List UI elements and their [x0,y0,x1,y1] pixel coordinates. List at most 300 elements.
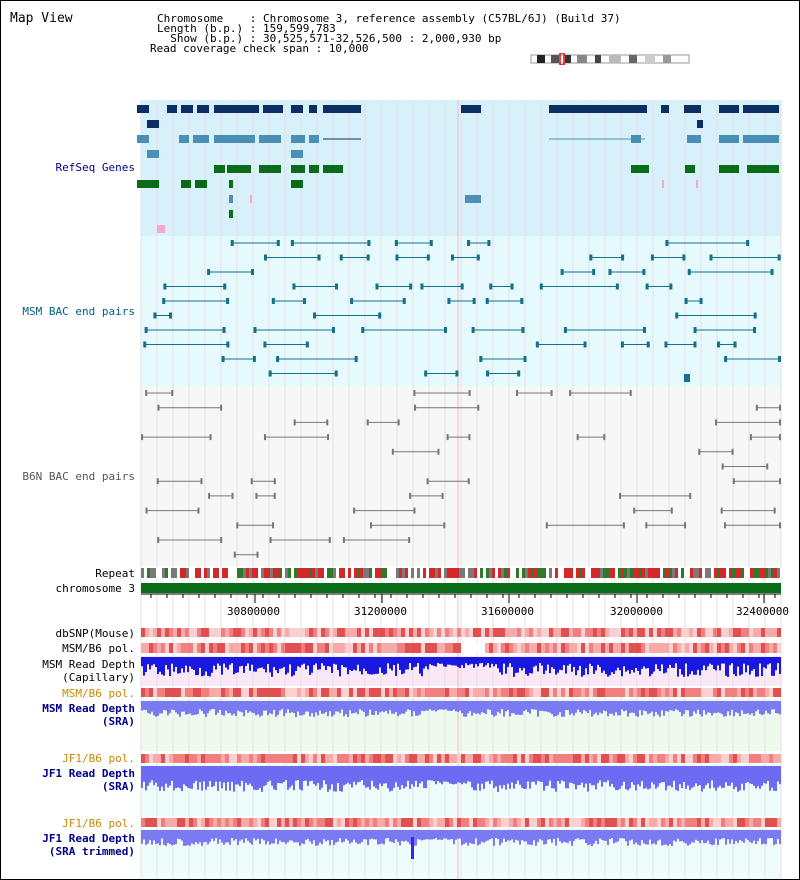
read-depth-bar [745,780,747,783]
read-depth-bar [595,663,597,670]
polymorphism-segment [453,643,457,653]
read-depth-bar [637,780,639,784]
read-depth-bar [613,663,615,674]
polymorphism-segment [253,818,257,827]
read-depth-bar [177,709,179,714]
read-depth-bar [471,709,473,716]
read-depth-bar [755,780,757,788]
read-depth-bar [651,780,653,782]
read-depth-bar [457,709,459,712]
read-depth-bar [641,663,643,669]
read-depth-bar [601,709,603,714]
polymorphism-segment [317,818,321,827]
bac-end-marker [682,255,685,261]
polymorphism-segment [329,754,333,763]
polymorphism-segment [417,688,421,697]
read-depth-bar [405,709,407,712]
read-depth-bar [383,838,385,844]
repeat-segment [720,568,723,578]
read-depth-bar [497,780,499,792]
bac-end-marker [477,255,480,261]
bac-end-marker [621,255,624,261]
read-depth-bar [671,838,673,846]
read-depth-bar [635,838,637,843]
bac-end-marker [486,298,489,304]
polymorphism-segment [465,818,469,827]
polymorphism-segment [705,643,709,653]
read-depth-bar [463,838,465,844]
read-depth-bar [289,709,291,713]
read-depth-bar [603,838,605,841]
polymorphism-segment [249,628,253,637]
repeat-segment [765,568,768,578]
polymorphism-segment [257,643,261,653]
bac-end-marker [143,342,146,348]
read-depth-bar [447,780,449,782]
bac-end-marker [756,405,758,411]
read-depth-bar [237,780,239,785]
read-depth-bar [537,709,539,717]
polymorphism-segment [401,628,405,637]
read-depth-bar [403,663,405,673]
bac-end-marker [689,493,691,499]
bac-end-marker [395,240,398,246]
read-depth-bar [645,780,647,788]
polymorphism-segment [569,818,573,827]
read-depth-bar [297,838,299,842]
read-depth-bar [341,780,343,792]
polymorphism-segment [381,643,385,653]
read-depth-bar [625,709,627,710]
read-depth-bar [261,780,263,792]
repeat-segment [519,568,522,578]
read-depth-bar [495,709,497,715]
read-depth-bar [703,780,705,789]
polymorphism-segment [321,643,325,653]
read-depth-bar [487,780,489,781]
read-depth-bar [291,663,293,676]
polymorphism-segment [413,643,417,653]
read-depth-bar [191,838,193,843]
read-depth-bar [755,838,757,844]
read-depth-bar [283,780,285,782]
read-depth-bar [209,780,211,781]
read-depth-bar [617,838,619,842]
read-depth-bar [305,663,307,669]
polymorphism-segment [741,688,745,697]
polymorphism-segment [333,754,337,763]
polymorphism-segment [769,688,773,697]
read-depth-bar [205,838,207,842]
polymorphism-segment [345,628,349,637]
read-depth-bar [409,838,411,844]
read-depth-bar [211,838,213,839]
read-depth-bar [313,838,315,840]
polymorphism-segment [377,628,381,637]
read-depth-bar [631,838,633,840]
read-depth-bar [649,780,651,789]
repeat-segment [222,568,225,578]
polymorphism-segment [629,818,633,827]
read-depth-bar [749,663,751,675]
repeat-segment [279,568,282,578]
polymorphism-segment [553,643,557,653]
bac-end-marker [263,342,266,348]
polymorphism-segment [349,688,353,697]
read-depth-bar [495,780,497,786]
read-depth-bar [543,838,545,844]
bac-end-marker [608,269,611,275]
polymorphism-segment [581,628,585,637]
bac-end-marker [197,508,199,514]
polymorphism-segment [629,628,633,637]
read-depth-bar [307,709,309,712]
repeat-segment [447,568,450,578]
read-depth-bar [637,838,639,845]
read-depth-bar [467,780,469,781]
read-depth-bar [597,663,599,665]
polymorphism-segment [165,628,169,637]
bac-end-marker [766,464,768,470]
read-depth-bar [447,663,449,665]
repeat-segment [705,568,708,578]
read-depth-bar [481,780,483,784]
read-depth-bar [279,663,281,669]
gene-feature [309,135,319,143]
polymorphism-segment [477,688,481,697]
read-depth-bar [653,663,655,672]
read-depth-bar [701,838,703,840]
read-depth-bar [443,663,445,666]
read-depth-bar [495,663,497,664]
bac-end-marker [536,342,539,348]
read-depth-bar [389,838,391,841]
read-depth-bar [743,780,745,790]
read-depth-bar [755,709,757,711]
read-depth-bar [185,663,187,666]
read-depth-bar [567,663,569,666]
read-depth-bar [485,663,487,665]
read-depth-bar [549,780,551,781]
polymorphism-segment [205,688,209,697]
read-depth-bar [583,709,585,710]
bac-end-marker [469,390,471,396]
polymorphism-segment [165,818,169,827]
read-depth-bar [439,663,441,664]
polymorphism-segment [269,754,273,763]
polymorphism-segment [501,643,505,653]
read-depth-bar [767,709,769,713]
repeat-segment [624,568,627,578]
read-depth-bar [563,780,565,781]
polymorphism-segment [293,628,297,637]
read-depth-bar [247,709,249,713]
polymorphism-segment [661,754,665,763]
read-depth-bar [275,838,277,839]
read-depth-bar [655,709,657,712]
read-depth-bar [367,709,369,716]
polymorphism-segment [349,754,353,763]
repeat-segment [723,568,726,578]
read-depth-bar [323,663,325,666]
polymorphism-segment [149,628,153,637]
repeat-segment [327,568,330,578]
bac-end-marker [694,327,697,333]
read-depth-bar [723,709,725,717]
repeat-segment [513,568,516,578]
polymorphism-segment [337,818,341,827]
read-depth-bar [535,780,537,785]
read-depth-bar [661,663,663,664]
read-depth-bar [709,709,711,713]
read-depth-bar [577,663,579,670]
repeat-segment [426,568,429,578]
bac-end-marker [671,508,673,514]
bac-end-marker [721,508,723,514]
read-depth-bar [151,663,153,666]
read-depth-bar [739,663,741,675]
read-depth-bar [471,780,473,787]
polymorphism-segment [161,628,165,637]
read-depth-bar [653,709,655,716]
read-depth-bar [517,709,519,715]
repeat-segment [375,568,378,578]
polymorphism-segment [453,688,457,697]
polymorphism-segment [465,754,469,763]
read-depth-bar [687,838,689,846]
read-depth-bar [191,709,193,715]
read-depth-bar [605,838,607,841]
polymorphism-segment [233,754,237,763]
read-depth-bar [679,663,681,669]
polymorphism-segment [717,754,721,763]
polymorphism-segment [625,628,629,637]
read-depth-bar [239,838,241,841]
read-depth-bar [735,838,737,841]
polymorphism-segment [729,688,733,697]
read-depth-bar [257,663,259,668]
label-msm-read-depth-sra-sub: (SRA) [101,715,135,728]
bac-end-marker [220,537,222,543]
polymorphism-segment [449,818,453,827]
read-depth-bar [563,663,565,665]
read-depth-bar [623,838,625,839]
repeat-segment [582,568,585,578]
bac-end-marker [467,240,470,246]
polymorphism-segment [221,628,225,637]
read-depth-bar [169,838,171,844]
read-depth-bar [435,709,437,711]
read-depth-bar [243,709,245,716]
polymorphism-segment [649,688,653,697]
bac-end-marker [540,284,543,290]
polymorphism-segment [217,628,221,637]
polymorphism-segment [753,818,757,827]
read-depth-bar [571,838,573,846]
read-depth-bar [381,838,383,843]
bac-end-marker [162,298,165,304]
repeat-segment [348,568,351,578]
polymorphism-segment [449,688,453,697]
polymorphism-segment [669,643,673,653]
read-depth-bar [569,663,571,664]
repeat-segment [207,568,210,578]
read-depth-bar [227,663,229,670]
chromosome-bar [141,583,781,593]
read-depth-bar [143,780,145,782]
label-jf1-read-depth-sra-sub: (SRA) [101,780,135,793]
read-depth-bar [189,663,191,666]
read-depth-bar [733,709,735,716]
read-depth-bar [213,663,215,666]
read-depth-bar [587,663,589,674]
polymorphism-segment [485,643,489,653]
read-depth-bar [463,780,465,783]
read-depth-bar [283,709,285,716]
read-depth-bar [305,709,307,712]
polymorphism-segment [145,628,149,637]
read-depth-bar [513,838,515,843]
read-depth-bar [147,838,149,844]
repeat-segment [450,568,453,578]
read-depth-bar [681,663,683,675]
read-depth-bar [673,838,675,841]
bac-end-marker [318,255,321,261]
read-depth-bar [571,780,573,783]
repeat-segment [225,568,228,578]
polymorphism-segment [205,628,209,637]
read-depth-bar [633,663,635,672]
repeat-segment [627,568,630,578]
polymorphism-segment [713,818,717,827]
read-depth-bar [475,663,477,664]
read-depth-bar [515,663,517,673]
polymorphism-segment [481,818,485,827]
read-depth-bar [527,838,529,844]
read-depth-bar [163,709,165,710]
polymorphism-segment [521,643,525,653]
read-depth-bar [241,709,243,712]
read-depth-bar [523,709,525,711]
polymorphism-segment [453,818,457,827]
polymorphism-segment [529,628,533,637]
read-depth-bar [335,838,337,843]
polymorphism-segment [341,688,345,697]
polymorphism-segment [633,628,637,637]
polymorphism-segment [485,818,489,827]
read-depth-bar [749,709,751,715]
read-depth-bar [547,663,549,665]
polymorphism-segment [517,754,521,763]
polymorphism-segment [209,643,213,653]
polymorphism-segment [625,754,629,763]
repeat-segment [735,568,738,578]
read-depth-bar [221,838,223,843]
read-depth-bar [681,838,683,841]
read-depth-bar [651,663,653,674]
gene-feature [631,165,649,173]
polymorphism-segment [497,628,501,637]
read-depth-bar [379,838,381,844]
read-depth-bar [249,663,251,671]
gene-feature [214,135,255,143]
read-depth-bar [267,780,269,782]
read-depth-bar [453,838,455,844]
read-depth-bar [319,663,321,669]
read-depth-bar [761,838,763,844]
polymorphism-segment [185,643,189,653]
polymorphism-segment [245,818,249,827]
polymorphism-segment [197,754,201,763]
bac-end-marker [396,255,399,261]
polymorphism-segment [241,688,245,697]
read-depth-bar [507,663,509,667]
bac-end-marker [619,493,621,499]
read-depth-bar [437,780,439,781]
bac-end-marker [264,255,267,261]
polymorphism-segment [665,688,669,697]
read-depth-bar [419,663,421,674]
polymorphism-segment [253,628,257,637]
bac-end-marker [693,342,696,348]
polymorphism-segment [465,688,469,697]
read-depth-bar [589,709,591,710]
polymorphism-segment [193,643,197,653]
polymorphism-segment [441,818,445,827]
read-depth-bar [721,663,723,664]
polymorphism-segment [313,688,317,697]
polymorphism-segment [729,818,733,827]
read-depth-bar [231,709,233,715]
polymorphism-segment [317,688,321,697]
repeat-segment [636,568,639,578]
polymorphism-segment [377,688,381,697]
read-depth-bar [429,838,431,840]
bac-end-marker [408,537,410,543]
polymorphism-segment [737,818,741,827]
read-depth-bar [493,780,495,788]
repeat-segment [405,568,408,578]
polymorphism-segment [749,643,753,653]
bac-end-marker [420,284,423,290]
read-depth-bar [391,663,393,671]
read-depth-bar [433,709,435,710]
bac-end-marker [684,374,690,382]
read-depth-bar [279,838,281,841]
polymorphism-segment [361,688,365,697]
header-length: Length (b.p.) : 159,599,783 [157,22,336,35]
polymorphism-segment [189,688,193,697]
read-depth-bar [509,709,511,716]
read-depth-bar [309,838,311,842]
read-depth-bar [399,838,401,845]
polymorphism-segment [545,643,549,653]
read-depth-bar [437,709,439,710]
read-depth-bar [417,709,419,716]
polymorphism-segment [745,643,749,653]
read-depth-bar [363,709,365,712]
read-depth-bar [759,709,761,714]
read-depth-bar [771,780,773,788]
polymorphism-segment [337,754,341,763]
read-depth-bar [649,709,651,713]
read-depth-bar [639,663,641,675]
header-show-range: Show (b.p.) : 30,525,571-32,526,500 : 2,000,930 bp [157,32,502,45]
bac-end-marker [220,405,222,411]
polymorphism-segment [489,628,493,637]
polymorphism-segment [193,688,197,697]
polymorphism-segment [477,818,481,827]
